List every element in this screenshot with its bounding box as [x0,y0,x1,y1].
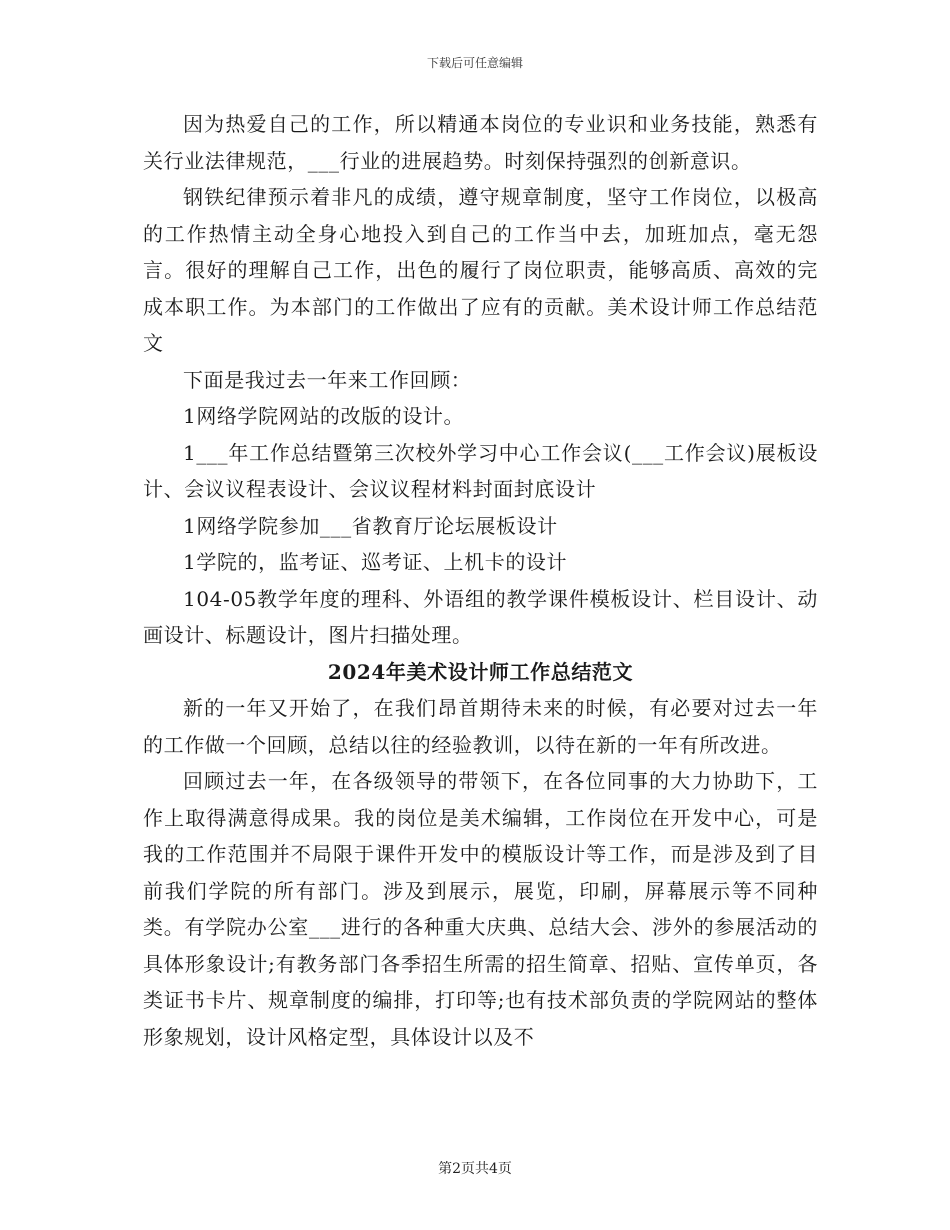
paragraph: 下面是我过去一年来工作回顾： [183,367,472,392]
list-item: 1___年工作总结暨第三次校外学习中心工作会议(___工作会议)展板设计、会议议程表设计、会议议程材料封面封底设计 [143,440,818,501]
paragraph: 新的一年又开始了，在我们昂首期待未来的时候，有必要对过去一年的工作做一个回顾，总结以往的经验教训，以待在新的一年有所改进。 [143,696,818,757]
section-title: 2024年美术设计师工作总结范文 [327,659,634,684]
paragraph: 回顾过去一年，在各级领导的带领下，在各位同事的大力协助下，工作上取得满意得成果。我的岗位是美术编辑，工作岗位在开发中心，可是我的工作范围并不局限于课件开发中的模版设计等工作，而是涉及到了目前我们学院的所有部门。涉及到展示，展览，印刷，屏幕展示等不同种类。有学院办公室___进行的各种重大庆典、总结大会、涉外的参展活动的具体形象设计;有教务部门各季招生所需的招生简章、招贴、宣传单页，各类证书卡片、规章制度的编排，打印等;也有技术部负责的学院网站的整体形象规划，设计风格定型，具体设计以及不 [143,769,818,1049]
page-number: 第2页共4页 [438,1161,512,1177]
list-item: 1学院的，监考证、巡考证、上机卡的设计 [183,550,568,574]
paragraph: 因为热爱自己的工作，所以精通本岗位的专业识和业务技能，熟悉有关行业法律规范，___行业的进展趋势。时刻保持强烈的创新意识。 [143,112,818,173]
list-item: 104-05教学年度的理科、外语组的教学课件模板设计、栏目设计、动画设计、标题设计，图片扫描处理。 [143,586,818,647]
list-item: 1网络学院参加___省教育厅论坛展板设计 [183,513,558,538]
paragraph: 钢铁纪律预示着非凡的成绩，遵守规章制度，坚守工作岗位，以极高的工作热情主动全身心地投入到自己的工作当中去，加班加点，毫无怨言。很好的理解自己工作，出色的履行了岗位职责，能够高质、高效的完成本职工作。为本部门的工作做出了应有的贡献。美术设计师工作总结范文 [143,185,818,355]
document-body [143,106,818,1055]
header-note: 下载后可任意编辑 [426,56,523,70]
list-item: 1网络学院网站的改版的设计。 [183,404,465,428]
